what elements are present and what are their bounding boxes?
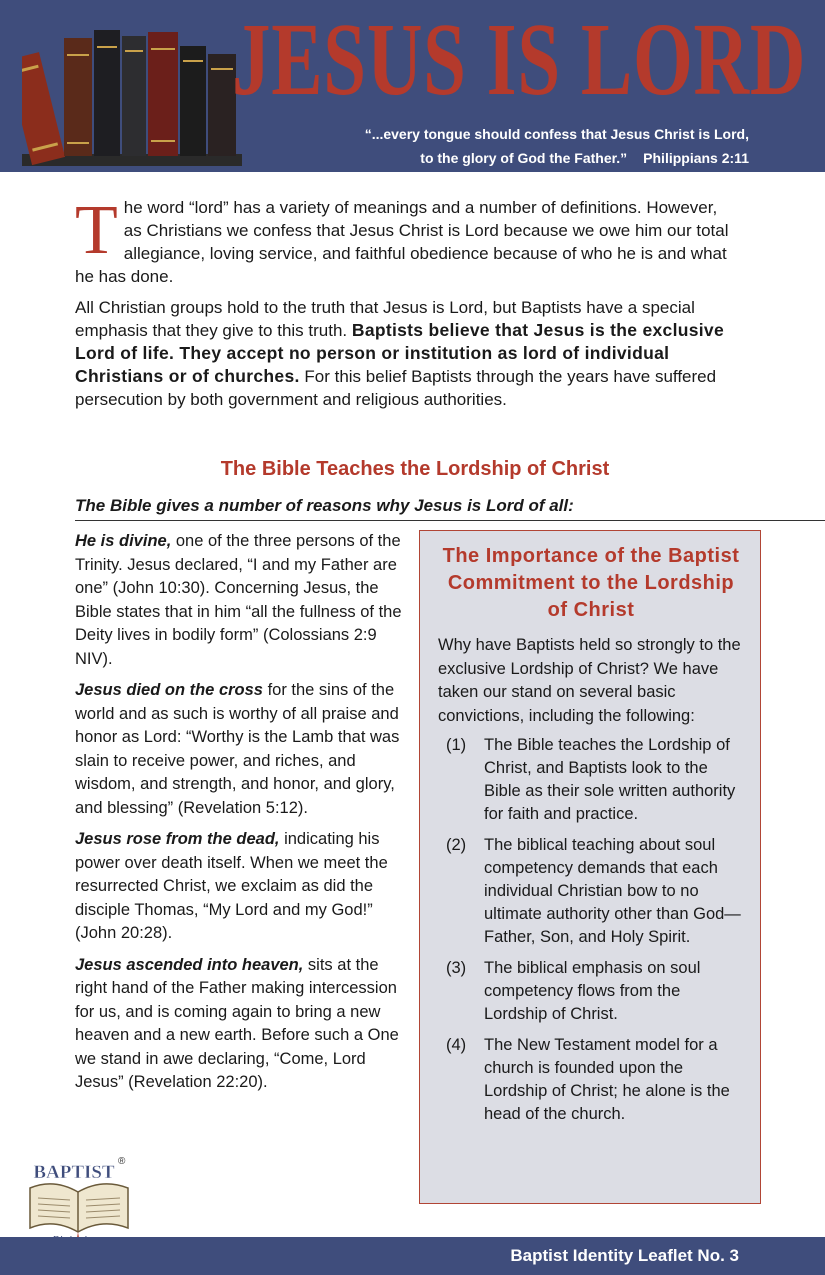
intro-paragraph-1-text: he word “lord” has a variety of meanings and a number of definitions. However, as Christians we confess that Jesus Christ is Lord because we owe him our total allegiance, loving service, and faithful obedience because of who he is and what he has done. (75, 198, 729, 286)
intro-paragraph-1 (75, 192, 735, 288)
list-number: (4) (446, 1036, 467, 1054)
list-text: The New Testament model for a church is founded upon the Lordship of Christ; he alone is the head of the church. (484, 1036, 730, 1123)
sidebar-heading: The Importance of the Baptist Commitment to the Lordship of Christ (442, 545, 740, 621)
logo-mark: ® (118, 1156, 126, 1167)
list-number: (3) (446, 959, 467, 977)
intro-section (75, 192, 735, 419)
intro-paragraph-2 (75, 296, 735, 411)
reason-paragraph (75, 828, 405, 946)
list-number: (2) (446, 836, 467, 854)
drop-cap: T (75, 192, 118, 269)
sidebar-box (419, 530, 761, 1204)
key-statement: Baptists believe that Jesus is the exclusive Lord of life. They accept no person or institution as lord of individual Christians or of churches. (75, 320, 724, 386)
verse-line-2-text: to the glory of God the Father.” (420, 150, 628, 166)
intro-paragraph-2-start: All Christian groups hold to the truth that Jesus is Lord, but Baptists have a special emphasis that they give to this truth. (75, 298, 695, 340)
divider (75, 520, 825, 521)
intro-paragraph-2-end: For this belief Baptists through the years have suffered persecution by both government and religious authorities. (75, 367, 717, 409)
list-item (438, 734, 744, 826)
reason-term: Jesus rose from the dead, (75, 830, 280, 848)
convictions-list (438, 734, 744, 1126)
reason-paragraph (75, 530, 405, 671)
reason-term: Jesus died on the cross (75, 681, 263, 699)
header-banner (0, 0, 825, 172)
section-heading: The Bible Teaches the Lordship of Christ (220, 458, 610, 480)
list-text: The Bible teaches the Lordship of Christ, and Baptists look to the Bible as their sole written authority for faith and practice. (484, 736, 736, 823)
list-item (438, 957, 744, 1026)
footer-title: Baptist Identity Leaflet No. 3 (510, 1246, 739, 1265)
reason-term: Jesus ascended into heaven, (75, 955, 304, 974)
reason-text: one of the three persons of the Trinity. Jesus declared, “I and my Father are one” (John 10:30). Concerning Jesus, the Bible states that in him “all the fullness of the Deity lives in bodily form” (Colossians 2:9 NIV). (75, 532, 402, 668)
list-text: The biblical emphasis on soul competency flows from the Lordship of Christ. (484, 959, 701, 1023)
verse-line-1: “...every tongue should confess that Jesus Christ is Lord, (364, 126, 749, 142)
header-verse (365, 122, 749, 170)
baptist-distinctives-logo (24, 1148, 136, 1248)
reason-text: for the sins of the world and as such is worthy of all praise and honor as Lord: “Worthy is the Lamb that was slain to receive power, and riches, and wisdom, and strength, and honor, and glory, and blessing” (Revelation 5:12). (75, 681, 400, 817)
list-text: The biblical teaching about soul competency demands that each individual Christian bow to no ultimate authority other than God—Father, Son, and Holy Spirit. (484, 836, 741, 946)
verse-reference: Philippians 2:11 (643, 150, 749, 166)
reason-text: sits at the right hand of the Father making intercession for us, and is coming again to bring a new heaven and a new earth. Before such a One we stand in awe declaring, “Come, Lord Jesus” (Revelation 22:20). (75, 955, 399, 1091)
list-item (438, 1034, 744, 1126)
reason-paragraph (75, 679, 405, 820)
section-lead: The Bible gives a number of reasons why Jesus is Lord of all: (75, 496, 574, 515)
bible-stack-image (22, 24, 242, 166)
verse-line-2 (365, 146, 749, 170)
list-number: (1) (446, 736, 467, 754)
sidebar-intro: Why have Baptists held so strongly to the exclusive Lordship of Christ? We have taken our stand on several basic convictions, including the following: (438, 636, 741, 725)
logo-word: BAPTIST (33, 1162, 115, 1183)
list-item (438, 834, 744, 949)
reason-text: indicating his power over death itself. When we meet the resurrected Christ, we exclaim as did the disciple Thomas, “My Lord and my God!” (John 20:28). (75, 830, 388, 942)
reason-paragraph (75, 954, 405, 1095)
page-title: JESUS IS LORD (232, 2, 807, 117)
reason-term: He is divine, (75, 532, 172, 550)
footer-bar (0, 1237, 825, 1275)
reasons-column (75, 530, 405, 1103)
